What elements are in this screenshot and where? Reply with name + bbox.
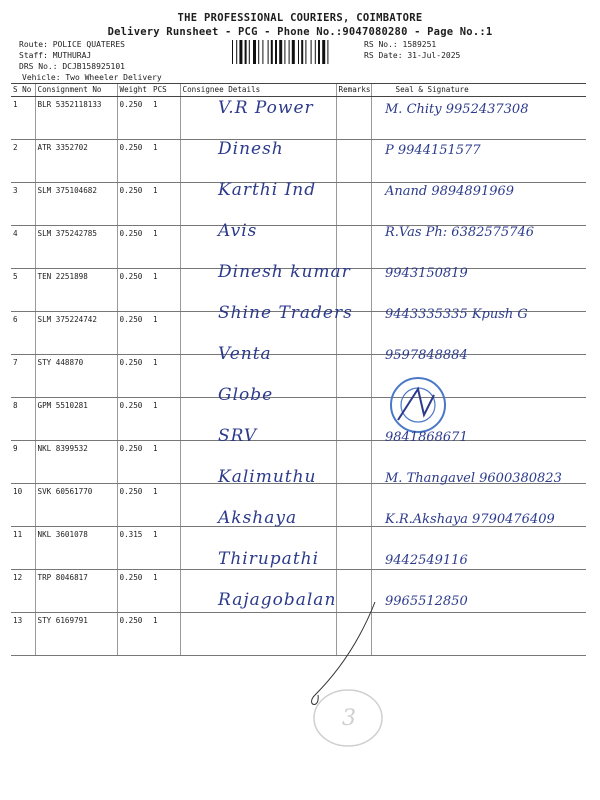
cell-pcs: 1 — [151, 269, 180, 312]
cell-sno: 2 — [11, 140, 35, 183]
handwritten-consignee: Kalimuthu — [218, 467, 317, 487]
handwritten-consignee: V.R Power — [218, 98, 314, 118]
cell-pcs: 1 — [151, 312, 180, 355]
cell-consignment-no: STY 448870 — [35, 355, 117, 398]
handwritten-consignee: Dinesh — [218, 139, 284, 159]
cell-weight: 0.250 — [117, 97, 151, 140]
barcode — [232, 40, 352, 64]
cell-consignment-no: SLM 375104682 — [35, 183, 117, 226]
handwritten-consignee: SRV — [218, 426, 258, 446]
cell-weight: 0.250 — [117, 398, 151, 441]
cell-consignment-no: NKL 8399532 — [35, 441, 117, 484]
cell-sno: 8 — [11, 398, 35, 441]
cell-weight: 0.250 — [117, 269, 151, 312]
cell-weight: 0.250 — [117, 484, 151, 527]
handwritten-signature: 9597848884 — [385, 348, 468, 363]
handwritten-signature: 9442549116 — [385, 553, 468, 568]
table-row — [11, 398, 586, 441]
handwritten-consignee: Shine Traders — [218, 303, 353, 323]
handwritten-consignee: Karthi Ind — [218, 180, 317, 200]
cell-remarks — [336, 355, 371, 398]
handwritten-signature: Anand 9894891969 — [385, 184, 515, 199]
handwritten-signature: 9943150819 — [385, 266, 468, 281]
col-header-sno: S No — [11, 84, 35, 97]
barcode-bar — [327, 40, 328, 64]
runsheet-table — [11, 83, 586, 656]
handwritten-consignee: Venta — [218, 344, 272, 364]
cell-weight: 0.250 — [117, 226, 151, 269]
cell-sno: 13 — [11, 613, 35, 656]
barcode-bar — [289, 40, 290, 64]
barcode-bar — [245, 40, 247, 64]
cell-remarks — [336, 484, 371, 527]
cell-weight: 0.250 — [117, 570, 151, 613]
barcode-bar — [318, 40, 320, 64]
cell-consignment-no: TRP 8046817 — [35, 570, 117, 613]
company-title: THE PROFESSIONAL COURIERS, COIMBATORE — [177, 12, 423, 24]
barcode-bar — [232, 40, 233, 64]
barcode-bar — [301, 40, 303, 64]
cell-remarks — [336, 441, 371, 484]
handwritten-consignee: Avis — [218, 221, 258, 241]
cell-consignment-no: TEN 2251898 — [35, 269, 117, 312]
rs-number: RS No.: 1589251 — [364, 40, 437, 49]
cell-pcs: 1 — [151, 484, 180, 527]
barcode-bar — [271, 40, 273, 64]
route-label: Route: POLICE QUATERES — [19, 40, 125, 49]
col-header-signature: Seal & Signature — [371, 84, 586, 97]
cell-weight: 0.250 — [117, 183, 151, 226]
cell-remarks — [336, 527, 371, 570]
barcode-bar — [236, 40, 237, 64]
cell-sno: 4 — [11, 226, 35, 269]
handwritten-consignee: Akshaya — [218, 508, 298, 528]
cell-remarks — [336, 183, 371, 226]
barcode-bar — [311, 40, 312, 64]
col-header-remarks: Remarks — [336, 84, 371, 97]
barcode-bar — [298, 40, 299, 64]
cell-weight: 0.250 — [117, 613, 151, 656]
cell-remarks — [336, 97, 371, 140]
barcode-bar — [279, 40, 282, 64]
cell-sno: 11 — [11, 527, 35, 570]
drs-number: DRS No.: DCJB158925101 — [19, 62, 125, 71]
cell-remarks — [336, 140, 371, 183]
staff-label: Staff: MUTHURAJ — [19, 51, 92, 60]
barcode-bar — [292, 40, 295, 64]
cell-consignment-no: NKL 3601078 — [35, 527, 117, 570]
office-stamp — [388, 375, 448, 435]
cell-sno: 7 — [11, 355, 35, 398]
cell-pcs: 1 — [151, 527, 180, 570]
cell-weight: 0.315 — [117, 527, 151, 570]
cell-pcs: 1 — [151, 441, 180, 484]
cell-pcs: 1 — [151, 355, 180, 398]
barcode-bar — [249, 40, 250, 64]
handwritten-consignee: Thirupathi — [218, 549, 320, 569]
col-header-weight: Weight — [117, 84, 151, 97]
barcode-bar — [284, 40, 285, 64]
cell-sno: 10 — [11, 484, 35, 527]
handwritten-consignee: Rajagobalan — [218, 590, 337, 610]
cell-consignment-no: SVK 60561770 — [35, 484, 117, 527]
table-row — [11, 140, 586, 183]
runsheet-subtitle: Delivery Runsheet - PCG - Phone No.:9047080280 - Page No.:1 — [107, 26, 493, 38]
cell-consignment-no: SLM 375224742 — [35, 312, 117, 355]
cell-consignment-no: SLM 375242785 — [35, 226, 117, 269]
handwritten-signature: 9965512850 — [385, 594, 468, 609]
cell-weight: 0.250 — [117, 441, 151, 484]
cell-pcs: 1 — [151, 226, 180, 269]
cell-weight: 0.250 — [117, 312, 151, 355]
svg-text:3: 3 — [342, 706, 356, 731]
cell-consignment-no: BLR 5352118133 — [35, 97, 117, 140]
barcode-bar — [268, 40, 269, 64]
handwritten-consignee: Globe — [218, 385, 274, 405]
cell-sno: 5 — [11, 269, 35, 312]
col-header-pcs: PCS — [151, 84, 180, 97]
handwritten-signature: M. Thangavel 9600380823 — [385, 471, 562, 486]
handwritten-signature: M. Chity 9952437308 — [385, 102, 529, 117]
col-header-consignee: Consignee Details — [180, 84, 336, 97]
barcode-bar — [258, 40, 259, 64]
vehicle-label: Vehicle: Two Wheeler Delivery — [22, 73, 162, 82]
barcode-bar — [239, 40, 242, 64]
table-row — [11, 355, 586, 398]
cell-remarks — [336, 398, 371, 441]
barcode-bar — [262, 40, 263, 64]
cell-sno: 12 — [11, 570, 35, 613]
handwritten-signature: 9841868671 — [385, 430, 468, 445]
cell-pcs: 1 — [151, 398, 180, 441]
cell-consignment-no: ATR 3352702 — [35, 140, 117, 183]
barcode-bar — [315, 40, 316, 64]
cell-pcs: 1 — [151, 140, 180, 183]
cell-pcs: 1 — [151, 570, 180, 613]
cell-sno: 9 — [11, 441, 35, 484]
circle-mark — [308, 680, 388, 750]
cell-consignment-no: GPM 5510281 — [35, 398, 117, 441]
barcode-bar — [253, 40, 256, 64]
handwritten-signature: R.Vas Ph: 6382575746 — [385, 225, 535, 240]
cell-sno: 3 — [11, 183, 35, 226]
barcode-bar — [322, 40, 325, 64]
table-row — [11, 613, 586, 656]
col-header-consignment: Consignment No — [35, 84, 117, 97]
table-header-row — [11, 84, 586, 97]
cell-sno: 6 — [11, 312, 35, 355]
handwritten-signature: P 9944151577 — [385, 143, 481, 158]
cell-weight: 0.250 — [117, 140, 151, 183]
cell-weight: 0.250 — [117, 355, 151, 398]
cell-pcs: 1 — [151, 613, 180, 656]
handwritten-signature: 9443335335 Kpush G — [385, 307, 528, 322]
cell-sno: 1 — [11, 97, 35, 140]
cell-consignment-no: STY 6169791 — [35, 613, 117, 656]
cell-pcs: 1 — [151, 183, 180, 226]
handwritten-signature: K.R.Akshaya 9790476409 — [385, 512, 555, 527]
handwritten-consignee: Dinesh kumar — [218, 262, 351, 282]
cell-pcs: 1 — [151, 97, 180, 140]
rs-date: RS Date: 31-Jul-2025 — [364, 51, 461, 60]
barcode-bar — [275, 40, 277, 64]
barcode-bar — [305, 40, 306, 64]
